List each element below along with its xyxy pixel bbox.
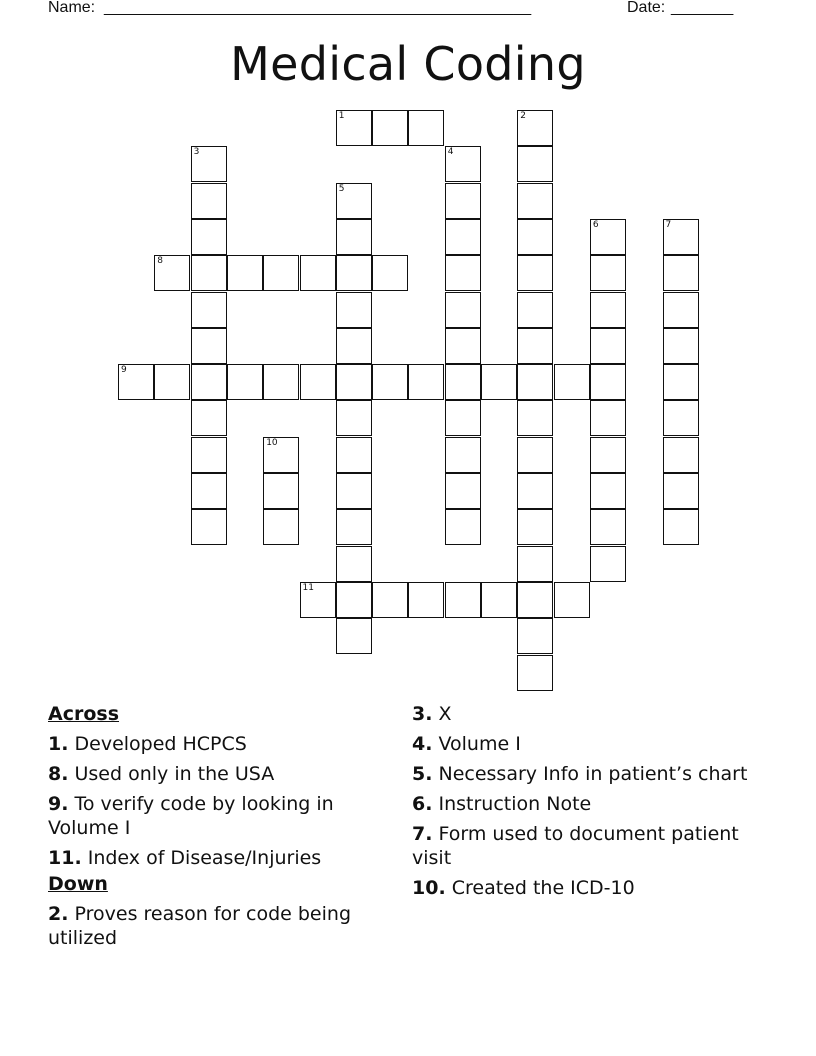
clue-number: 5. xyxy=(412,763,433,785)
grid-cell[interactable] xyxy=(300,364,336,400)
grid-cell[interactable] xyxy=(336,473,372,509)
grid-cell[interactable] xyxy=(445,509,481,545)
cell-number: 6 xyxy=(592,219,599,230)
cell-number: 7 xyxy=(665,219,672,230)
grid-cell[interactable] xyxy=(517,618,553,654)
grid-cell[interactable] xyxy=(445,364,481,400)
grid-cell[interactable] xyxy=(191,473,227,509)
clue-number: 2. xyxy=(48,903,69,925)
grid-cell[interactable] xyxy=(227,364,263,400)
grid-cell[interactable] xyxy=(191,183,227,219)
clue-down-3 xyxy=(412,702,752,726)
clue-number: 4. xyxy=(412,733,433,755)
grid-cell[interactable] xyxy=(663,400,699,436)
name-blank: ________________________________________________ xyxy=(104,0,532,16)
grid-cell[interactable] xyxy=(663,509,699,545)
grid-cell[interactable] xyxy=(372,582,408,618)
grid-cell[interactable] xyxy=(263,437,299,473)
grid-cell[interactable] xyxy=(517,509,553,545)
grid-cell[interactable] xyxy=(336,183,372,219)
grid-cell[interactable] xyxy=(517,183,553,219)
grid-cell[interactable] xyxy=(336,546,372,582)
clue-down-5 xyxy=(412,762,752,786)
grid-cell[interactable] xyxy=(263,473,299,509)
grid-cell[interactable] xyxy=(372,364,408,400)
clue-across-8 xyxy=(48,762,388,786)
grid-cell[interactable] xyxy=(336,292,372,328)
grid-cell[interactable] xyxy=(517,473,553,509)
grid-cell[interactable] xyxy=(445,183,481,219)
grid-cell[interactable] xyxy=(445,437,481,473)
cell-number: 4 xyxy=(447,147,454,158)
grid-cell[interactable] xyxy=(408,582,444,618)
cell-number: 1 xyxy=(338,111,345,121)
grid-cell[interactable] xyxy=(554,582,590,618)
grid-cell[interactable] xyxy=(336,400,372,436)
grid-cell[interactable] xyxy=(554,364,590,400)
clue-number: 8. xyxy=(48,763,69,785)
clue-down-6 xyxy=(412,792,752,816)
grid-cell[interactable] xyxy=(263,255,299,291)
clue-down-7 xyxy=(412,822,752,870)
grid-cell[interactable] xyxy=(191,364,227,400)
cell-number: 5 xyxy=(338,183,345,194)
grid-cell[interactable] xyxy=(590,546,626,582)
grid-cell[interactable] xyxy=(445,582,481,618)
clue-number: 9. xyxy=(48,793,69,815)
cell-number: 9 xyxy=(121,365,127,376)
grid-cell[interactable] xyxy=(663,364,699,400)
grid-cell[interactable] xyxy=(517,219,553,255)
clue-text: Index of Disease/Injuries xyxy=(87,847,322,869)
grid-cell[interactable] xyxy=(336,509,372,545)
grid-cell[interactable] xyxy=(663,219,699,255)
clues-left-column xyxy=(48,702,388,956)
grid-cell[interactable] xyxy=(663,473,699,509)
grid-cell[interactable] xyxy=(191,219,227,255)
clue-text: X xyxy=(438,703,452,725)
grid-cell[interactable] xyxy=(154,364,190,400)
grid-cell[interactable] xyxy=(517,292,553,328)
date-blank: _______ xyxy=(671,0,734,16)
grid-cell[interactable] xyxy=(445,473,481,509)
clue-across-1 xyxy=(48,732,388,756)
clue-number: 7. xyxy=(412,823,433,845)
date-label: Date: xyxy=(627,0,666,16)
grid-cell[interactable] xyxy=(590,509,626,545)
grid-cell[interactable] xyxy=(263,364,299,400)
grid-cell[interactable] xyxy=(445,219,481,255)
cell-number: 3 xyxy=(193,147,200,158)
grid-cell[interactable] xyxy=(300,582,336,618)
cell-number: 10 xyxy=(266,437,278,448)
grid-cell[interactable] xyxy=(336,618,372,654)
grid-cell[interactable] xyxy=(372,110,408,146)
grid-cell[interactable] xyxy=(517,328,553,364)
grid-cell[interactable] xyxy=(372,255,408,291)
grid-cell[interactable] xyxy=(336,255,372,291)
grid-cell[interactable] xyxy=(445,292,481,328)
clue-across-9 xyxy=(48,792,388,840)
grid-cell[interactable] xyxy=(517,146,553,182)
grid-cell[interactable] xyxy=(336,364,372,400)
cell-number: 8 xyxy=(157,256,164,267)
grid-cell[interactable] xyxy=(191,509,227,545)
grid-cell[interactable] xyxy=(481,582,517,618)
grid-cell[interactable] xyxy=(408,110,444,146)
clue-number: 6. xyxy=(412,793,433,815)
grid-cell[interactable] xyxy=(517,364,553,400)
clue-text: Developed HCPCS xyxy=(74,733,247,755)
cell-number: 11 xyxy=(302,582,314,593)
grid-cell[interactable] xyxy=(336,328,372,364)
grid-cell[interactable] xyxy=(191,437,227,473)
clue-text: Instruction Note xyxy=(438,793,592,815)
grid-cell[interactable] xyxy=(590,328,626,364)
clue-down-4 xyxy=(412,732,752,756)
grid-cell[interactable] xyxy=(590,219,626,255)
grid-cell[interactable] xyxy=(445,255,481,291)
grid-cell[interactable] xyxy=(590,400,626,436)
clue-down-10 xyxy=(412,876,752,900)
grid-cell[interactable] xyxy=(191,328,227,364)
name-label: Name: xyxy=(48,0,96,16)
grid-cell[interactable] xyxy=(154,255,190,291)
grid-cell[interactable] xyxy=(336,110,372,146)
grid-cell[interactable] xyxy=(590,473,626,509)
grid-cell[interactable] xyxy=(517,655,553,691)
grid-cell[interactable] xyxy=(191,400,227,436)
grid-cell[interactable] xyxy=(408,364,444,400)
grid-cell[interactable] xyxy=(663,255,699,291)
grid-cell[interactable] xyxy=(445,328,481,364)
grid-cell[interactable] xyxy=(517,255,553,291)
grid-cell[interactable] xyxy=(227,255,263,291)
grid-cell[interactable] xyxy=(445,146,481,182)
grid-cell[interactable] xyxy=(300,255,336,291)
cell-number: 2 xyxy=(520,111,527,121)
grid-cell[interactable] xyxy=(517,437,553,473)
clue-across-11 xyxy=(48,846,388,870)
grid-cell[interactable] xyxy=(445,400,481,436)
grid-cell[interactable] xyxy=(481,364,517,400)
clue-number: 11. xyxy=(48,847,82,869)
clue-text: To verify code by looking in Volume I xyxy=(48,793,334,839)
grid-cell[interactable] xyxy=(336,219,372,255)
grid-cell[interactable] xyxy=(517,582,553,618)
grid-cell[interactable] xyxy=(663,437,699,473)
down-heading: Down xyxy=(48,873,108,895)
grid-cell[interactable] xyxy=(191,146,227,182)
grid-cell[interactable] xyxy=(263,509,299,545)
grid-cell[interactable] xyxy=(336,437,372,473)
clue-text: Volume I xyxy=(438,733,521,755)
clue-down-2 xyxy=(48,902,388,950)
grid-cell[interactable] xyxy=(118,364,154,400)
clue-text: Used only in the USA xyxy=(74,763,275,785)
grid-cell[interactable] xyxy=(663,292,699,328)
clues-right-column xyxy=(412,702,752,906)
clue-number: 3. xyxy=(412,703,433,725)
grid-cell[interactable] xyxy=(590,364,626,400)
grid-cell[interactable] xyxy=(191,292,227,328)
grid-cell[interactable] xyxy=(336,582,372,618)
grid-cell[interactable] xyxy=(517,546,553,582)
grid-cell[interactable] xyxy=(590,292,626,328)
grid-cell[interactable] xyxy=(663,328,699,364)
clue-text: Proves reason for code being utilized xyxy=(48,903,352,949)
grid-cell[interactable] xyxy=(517,400,553,436)
across-heading: Across xyxy=(48,703,120,725)
grid-cell[interactable] xyxy=(590,255,626,291)
clue-number: 1. xyxy=(48,733,69,755)
clue-number: 10. xyxy=(412,877,446,899)
grid-cell[interactable] xyxy=(191,255,227,291)
clue-text: Created the ICD-10 xyxy=(451,877,635,899)
page-title: Medical Coding xyxy=(230,37,586,91)
clue-text: Form used to document patient visit xyxy=(412,823,739,869)
grid-cell[interactable] xyxy=(590,437,626,473)
clue-text: Necessary Info in patient’s chart xyxy=(438,763,748,785)
grid-cell[interactable] xyxy=(517,110,553,146)
